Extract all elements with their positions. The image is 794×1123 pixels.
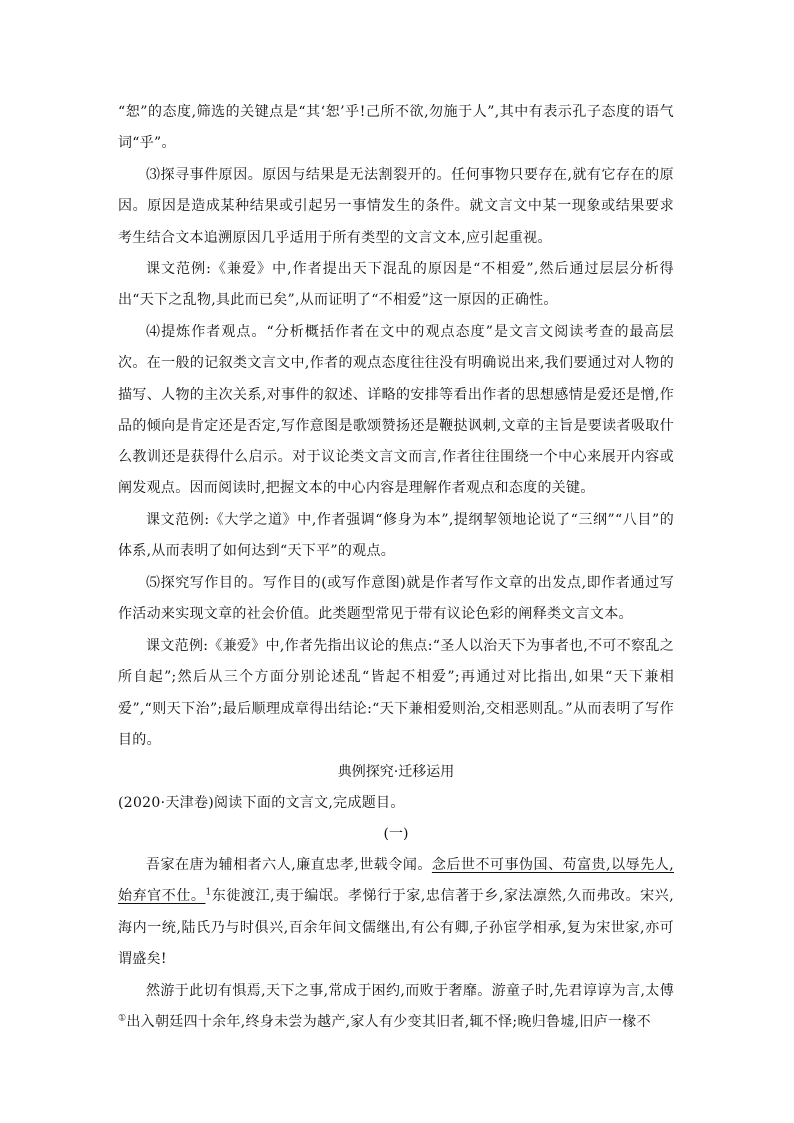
passage-paragraph-2 [118, 976, 674, 1039]
part-label: (一) [383, 826, 409, 842]
underlined-sentence: 念后世不可事伪国、苟富贵,以辱先人,始弃官不仕。 [118, 857, 674, 905]
paragraph-example-daxue: 课文范例:《大学之道》中,作者强调“修身为本”,提纲挈领地论说了“三纲”“八目”的体系,从而表明了如何达到“天下平”的观点。 [118, 512, 674, 560]
passage-text: 出入朝廷四十余年,终身未尝为越产,家人有少变其旧者,辄不怿;晚归鲁墟,旧庐一椽不 [126, 1014, 651, 1031]
passage-text: 东徙渡江,夷于编氓。孝悌行于家,忠信著于乡,家法凛然,久而弗改。宋兴,海内一统,陆氏乃与时俱兴,百余年间文儒继出,有公有卿,子孙宦学相承,复为宋世家,亦可谓盛矣! [118, 888, 674, 967]
section-title: 典例探究·迁移运用 [337, 764, 455, 780]
paragraph-forgiveness: “恕”的态度,筛选的关键点是“其‘恕’乎!己所不欲,勿施于人”,其中有表示孔子态度的语气词“乎”。 [118, 104, 674, 152]
paragraph-author-viewpoint: ⑷提炼作者观点。“分析概括作者在文中的观点态度”是文言文阅读考查的最高层次。在一般的记叙类文言文中,作者的观点态度往往没有明确说出来,我们要通过对人物的描写、人物的主次关系,对事件的叙述、详略的安排等看出作者的思想感情是爱还是憎,作品的倾向是肯定还是否定,写作意图是歌颂赞扬还是鞭挞讽刺,文章的主旨是要读者吸取什么教训还是获得什么启示。对于议论类文言文而言,作者往往围绕一个中心来展开内容或阐发观点。因而阅读时,把握文本的中心内容是理解作者观点和态度的关键。 [118, 324, 674, 497]
passage-text: 然游于此切有惧焉,天下之事,常成于困约,而败于奢靡。游童子时,先君谆谆为言,太傅 [146, 983, 674, 999]
source-line: (2020·天津卷)阅读下面的文言文,完成题目。 [118, 795, 405, 811]
passage-text: 吾家在唐为辅相者六人,廉直忠孝,世载令闻。 [146, 857, 432, 873]
note-marker: 1 [205, 887, 212, 898]
paragraph-writing-purpose: ⑸探究写作目的。写作目的(或写作意图)就是作者写作文章的出发点,即作者通过写作活动来实现文章的社会价值。此类题型常见于带有议论色彩的阐释类文言文本。 [118, 575, 674, 623]
passage-paragraph-1 [118, 850, 674, 975]
paragraph-explore-causes: ⑶探寻事件原因。原因与结果是无法割裂开的。任何事物只要存在,就有它存在的原因。原因是造成某种结果或引起另一事情发生的条件。就文言文中某一现象或结果要求考生结合文本追溯原因几乎适用于所有类型的文言文本,应引起重视。 [118, 167, 674, 246]
paragraph-example-jianai-cause: 课文范例:《兼爱》中,作者提出天下混乱的原因是“不相爱”,然后通过层层分析得出“天下之乱物,具此而已矣”,从而证明了“不相爱”这一原因的正确性。 [118, 261, 674, 309]
paragraph-example-jianai-purpose: 课文范例:《兼爱》中,作者先指出议论的焦点:“圣人以治天下为事者也,不可不察乱之所自起”;然后从三个方面分别论述乱“皆起不相爱”;再通过对比指出,如果“天下兼相爱”,“则天下治”;最后顺理成章得出结论:“天下兼相爱则治,交相恶则乱。”从而表明了写作目的。 [118, 638, 674, 748]
footnote-marker: ① [118, 1013, 127, 1024]
